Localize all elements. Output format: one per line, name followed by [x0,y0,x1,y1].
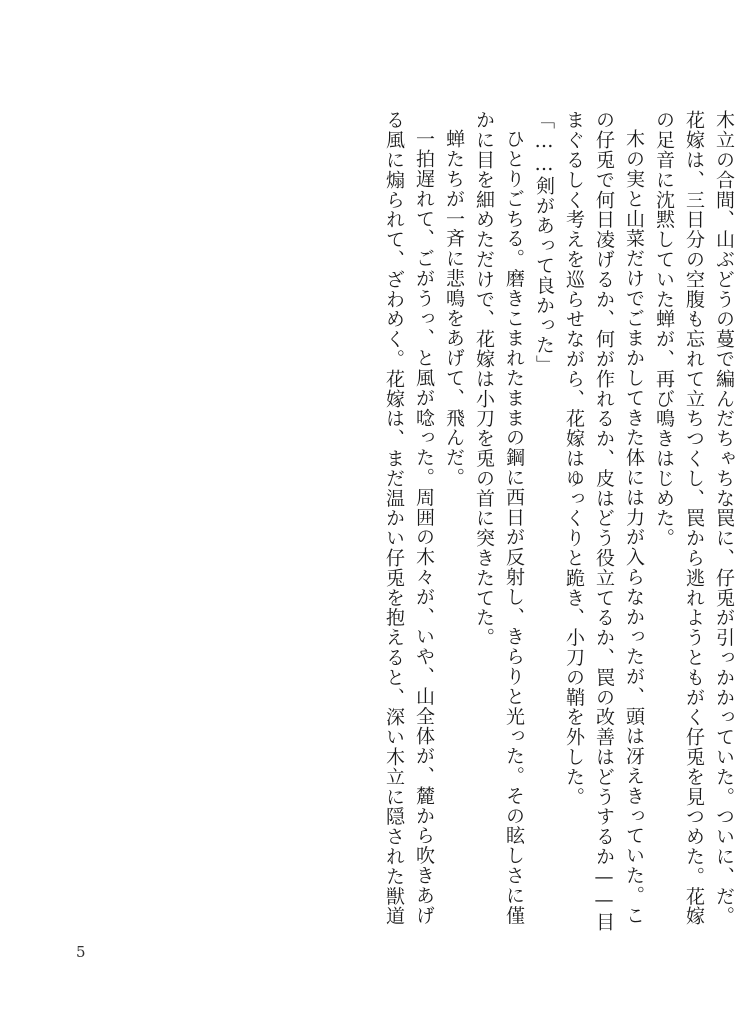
text-line: の足音に沈黙していた蝉が、再び鳴きはじめた。 [653,110,675,548]
text-line: ひとりごちる。磨きこまれたままの鋼に西日が反射し、きらりと光った。その眩しさに僅 [503,129,525,925]
text-line: 木立の合間、山ぶどうの蔓で編んだちゃちな罠に、仔兎が引っかかっていた。ついに、だ。 [713,110,735,926]
text-line: る風に煽られて、ざわめく。花嫁は、まだ温かい仔兎を抱えると、深い木立に隠された獣道 [383,110,405,926]
text-line: 蝉たちが一斉に悲鳴をあげて、飛んだ。 [443,129,465,488]
text-line: 花嫁は、三日分の空腹も忘れて立ちつくし、罠から逃れようともがく仔兎を見つめた。花嫁 [683,110,705,926]
text-line: の仔兎で何日凌げるか、何が作れるか、皮はどう役立てるか、罠の改善はどうするか——目 [593,110,615,932]
text-line: 「……剣があって良かった」 [533,110,555,375]
text-line: かに目を細めただけで、花嫁は小刀を兎の首に突きたてた。 [473,110,495,648]
text-line: 木の実と山菜だけでごまかしてきた体には力が入らなかったが、頭は冴えきっていた。こ [623,129,645,925]
text-line: 一拍遅れて、ごがうっ、と風が唸った。周囲の木々が、いや、山全体が、麓から吹きあげ [413,129,435,925]
text-line: まぐるしく考えを巡らせながら、花嫁はゆっくりと跪き、小刀の鞘を外した。 [563,110,585,807]
page-number: 5 [76,943,86,961]
